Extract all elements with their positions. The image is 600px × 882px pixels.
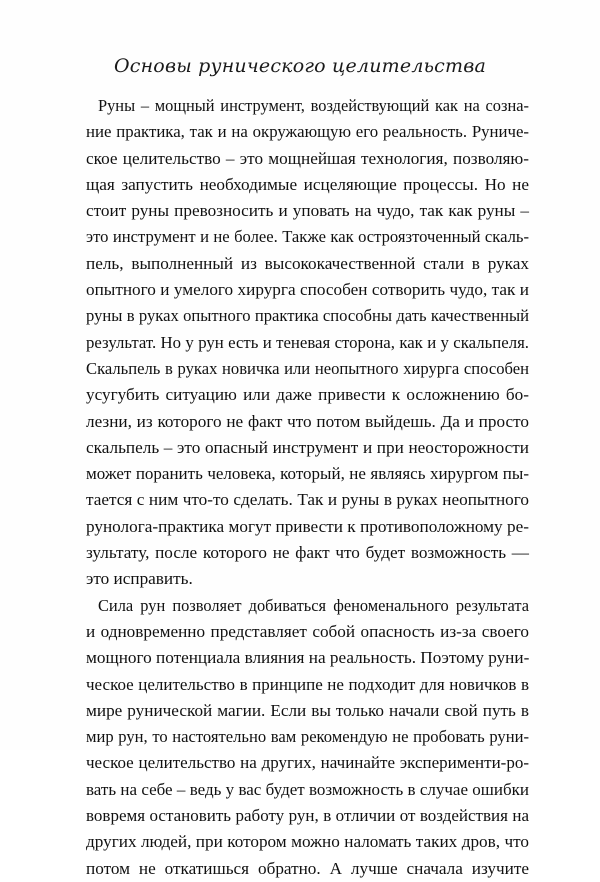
text-line: это исправить. <box>86 569 193 589</box>
text-line: мощного потенциала влияния на реальность. Поэтому руни- <box>86 648 530 668</box>
text-line: ние практика, так и на окружающую его реальность. Руниче- <box>86 122 529 142</box>
text-line: ское целительство – это мощнейшая технология, позволяю- <box>86 148 529 168</box>
text-line: пель, выполненный из высококачественной стали в руках <box>86 253 529 273</box>
text-line: лезни, из которого не факт что потом выйдешь. Да и просто <box>86 411 529 431</box>
text-line: результат. Но у рун есть и теневая сторона, как и у скальпеля. <box>86 332 529 352</box>
text-line: стоит руны превозносить и уповать на чудо, так как руны – <box>86 201 529 221</box>
text-line: вать на себе – ведь у вас будет возможность в случае ошибки <box>86 779 529 799</box>
text-line: ческое целительство на других, начинайте эксперименти-ро- <box>86 753 529 773</box>
text-line: и одновременно представляет собой опасность из-за своего <box>86 621 529 641</box>
body-text <box>86 93 529 882</box>
text-line: мир рун, то настоятельно вам рекомендую не пробовать руни- <box>86 727 529 747</box>
text-line: других людей, при котором можно наломать таких дров, что <box>86 832 529 852</box>
text-line: скальпель – это опасный инструмент и при неосторожности <box>86 437 529 457</box>
text-line: вовремя остановить работу рун, в отличии от воздействия на <box>86 806 529 826</box>
text-line: тается с ним что-то сделать. Так и руны в руках неопытного <box>86 490 529 510</box>
text-line: потом не откатишься обратно. А лучше сначала изучите <box>86 858 529 878</box>
running-head: Основы рунического целительства <box>113 55 487 77</box>
text-line: руны в руках опытного практика способны дать качественный <box>86 306 529 326</box>
text-line: мире рунической магии. Если вы только начали свой путь в <box>86 700 529 720</box>
text-line: Сила рун позволяет добиваться феноменального результата <box>98 595 529 615</box>
text-line: это инструмент и не более. Также как остроязточенный скаль- <box>86 227 529 247</box>
text-line: ческое целительство в принципе не подходит для новичков в <box>86 674 529 694</box>
text-line: может поранить человека, который, не являясь хирургом пы- <box>86 464 529 484</box>
text-line: щая запустить необходимые исцеляющие процессы. Но не <box>86 174 529 194</box>
text-line: усугубить ситуацию или даже привести к осложнению бо- <box>86 385 529 405</box>
text-line: Скальпель в руках новичка или неопытного хирурга способен <box>86 358 529 378</box>
text-line: рунолога-практика могут привести к противоположному ре- <box>86 516 529 536</box>
text-line: зультату, после которого не факт что будет возможность — <box>86 543 529 563</box>
text-line: Руны – мощный инструмент, воздействующий как на созна- <box>98 96 529 115</box>
text-line: опытного и умелого хирурга способен сотворить чудо, так и <box>86 280 529 300</box>
